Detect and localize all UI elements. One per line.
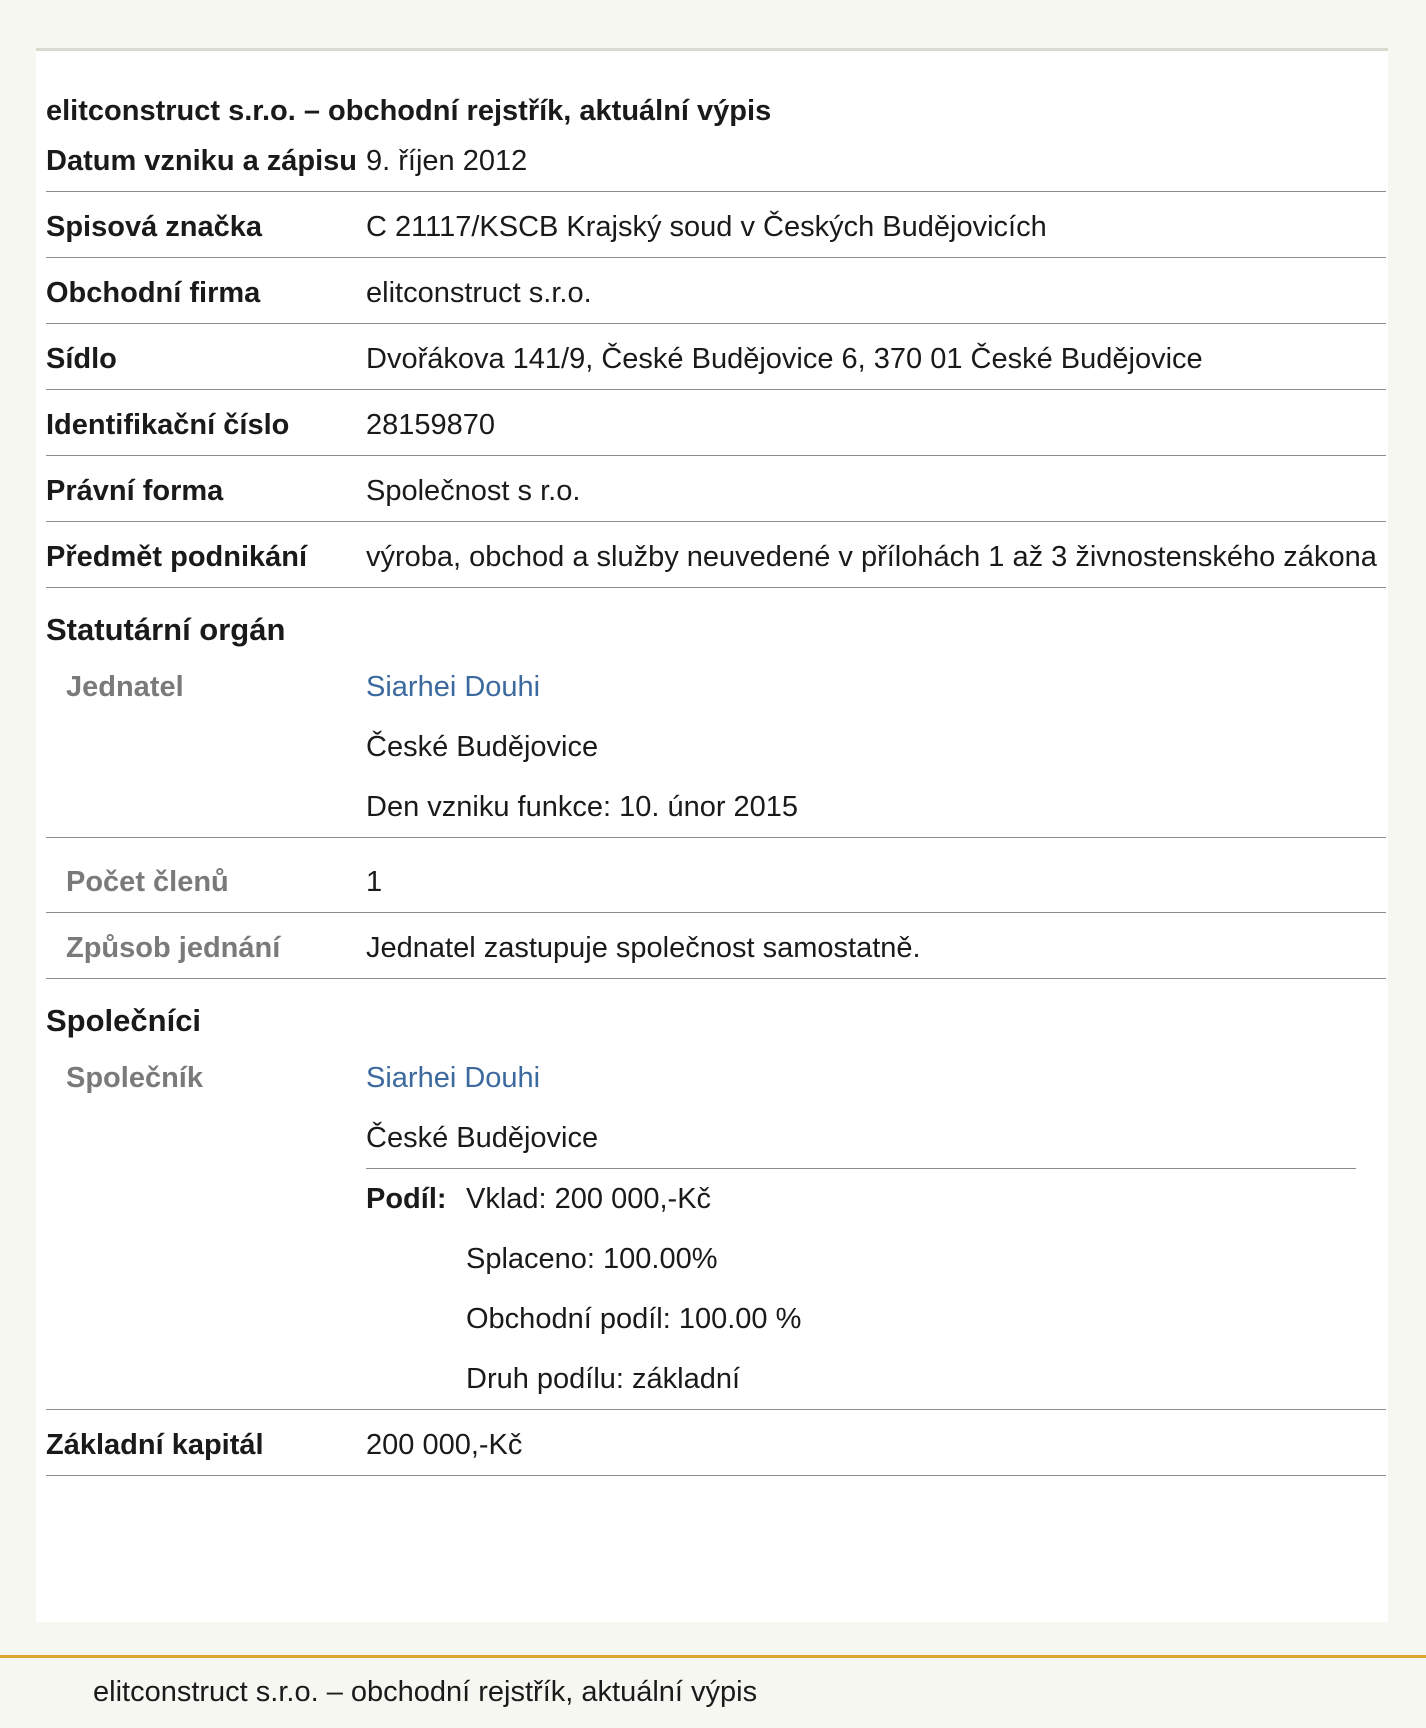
row-label: Spisová značka <box>46 211 262 243</box>
podil-vklad: Vklad: 200 000,-Kč <box>466 1183 712 1215</box>
podil-block <box>366 1168 1356 1409</box>
row-label: Identifikační číslo <box>46 409 290 441</box>
spolecnik-city: České Budějovice <box>366 1122 599 1154</box>
row-firma <box>46 258 1386 324</box>
row-value: elitconstruct s.r.o. <box>366 277 592 309</box>
podil-druh: Druh podílu: základní <box>466 1363 741 1395</box>
row-ico <box>46 390 1386 456</box>
row-value <box>366 657 1386 837</box>
podil-values <box>466 1169 801 1409</box>
row-label: Právní forma <box>46 475 224 507</box>
podil-obchodni: Obchodní podíl: 100.00 % <box>466 1303 802 1335</box>
row-zpusob <box>46 913 1386 979</box>
row-jednatel <box>46 652 1386 838</box>
footer-title: elitconstruct s.r.o. – obchodní rejstřík, aktuální výpis <box>93 1676 758 1708</box>
row-label: Základní kapitál <box>46 1429 264 1461</box>
podil-splaceno: Splaceno: 100.00% <box>466 1243 718 1275</box>
row-spisova <box>46 192 1386 258</box>
row-value: 1 <box>366 866 383 898</box>
row-kapital <box>46 1410 1386 1476</box>
jednatel-since: Den vzniku funkce: 10. únor 2015 <box>366 791 799 823</box>
register-content <box>46 91 1386 1476</box>
section-title-spolecnici: Společníci <box>46 1003 202 1038</box>
row-label: Předmět podnikání <box>46 541 308 573</box>
row-value <box>366 1048 1386 1409</box>
row-predmet <box>46 522 1386 588</box>
row-label: Datum vzniku a zápisu <box>46 145 358 177</box>
row-label: Společník <box>66 1062 203 1094</box>
row-label: Jednatel <box>66 671 184 703</box>
row-value: Dvořákova 141/9, České Budějovice 6, 370 01 České Budějovice <box>366 343 1203 375</box>
row-sidlo <box>46 324 1386 390</box>
podil-label: Podíl: <box>366 1183 447 1215</box>
row-value: 28159870 <box>366 409 496 441</box>
register-card <box>36 51 1388 1622</box>
row-value: Jednatel zastupuje společnost samostatně. <box>366 932 921 964</box>
row-label: Počet členů <box>66 866 229 898</box>
row-label: Obchodní firma <box>46 277 261 309</box>
row-label: Způsob jednání <box>66 932 281 964</box>
jednatel-link[interactable]: Siarhei Douhi <box>366 671 541 703</box>
row-value: C 21117/KSCB Krajský soud v Českých Budějovicích <box>366 211 1047 243</box>
footer-divider <box>0 1655 1426 1658</box>
row-value: Společnost s r.o. <box>366 475 581 507</box>
row-datum <box>46 131 1386 192</box>
page-title: elitconstruct s.r.o. – obchodní rejstřík, aktuální výpis <box>46 95 772 127</box>
jednatel-city: České Budějovice <box>366 731 599 763</box>
row-pocet <box>46 838 1386 913</box>
row-value: výroba, obchod a služby neuvedené v přílohách 1 až 3 živnostenského zákona <box>366 541 1377 573</box>
section-title-statutarni: Statutární orgán <box>46 612 286 647</box>
row-label: Sídlo <box>46 343 117 375</box>
row-value: 9. říjen 2012 <box>366 145 528 177</box>
row-spolecnik <box>46 1043 1386 1410</box>
row-forma <box>46 456 1386 522</box>
row-value: 200 000,-Kč <box>366 1429 523 1461</box>
spolecnik-link[interactable]: Siarhei Douhi <box>366 1062 541 1094</box>
